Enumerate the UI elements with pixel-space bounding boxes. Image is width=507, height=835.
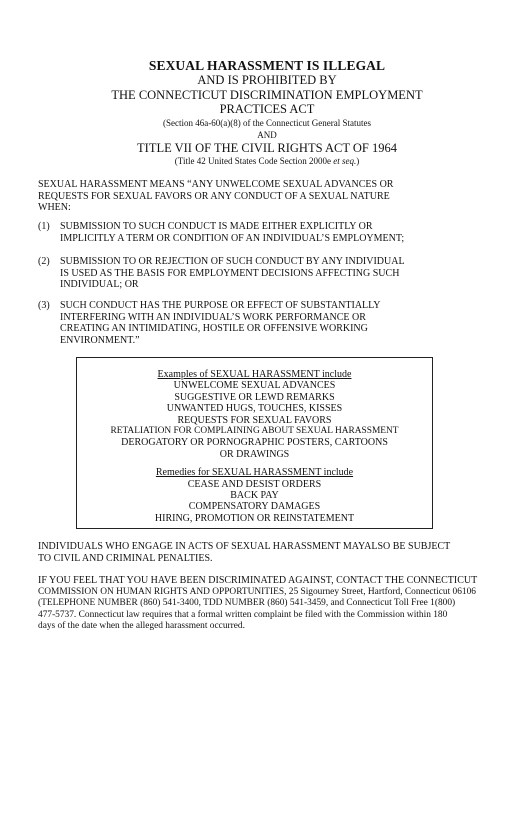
definition-line: SEXUAL HARASSMENT MEANS “ANY UNWELCOME SEXUAL ADVANCES OR (38, 179, 394, 190)
remedy-item: COMPENSATORY DAMAGES (188, 501, 321, 513)
contact-line: (TELEPHONE NUMBER (860) 541-3400, TDD NUMBER (860) 541-3459, and Connecticut Toll Free 1(800) (38, 598, 456, 609)
contact-paragraph (38, 575, 486, 633)
condition-number: (1) (38, 221, 50, 232)
remedies-heading: Remedies for SEXUAL HARASSMENT include (155, 467, 354, 479)
us-code-citation-text: (Title 42 United States Code Section 2000e (174, 156, 334, 166)
condition-line: ENVIRONMENT.” (60, 334, 140, 346)
condition-number: (3) (38, 300, 50, 311)
condition-number: (2) (38, 256, 50, 267)
condition-item-3 (38, 300, 478, 346)
condition-line: IMPLICITLY A TERM OR CONDITION OF AN INDIVIDUAL’S EMPLOYMENT; (60, 232, 405, 244)
condition-line: SUBMISSION TO SUCH CONDUCT IS MADE EITHER EXPLICITLY OR (60, 221, 373, 232)
condition-text (60, 256, 478, 291)
example-item: SUGGESTIVE OR LEWD REMARKS (174, 391, 335, 403)
us-code-citation-close: ) (356, 156, 360, 166)
poster-header (60, 58, 474, 167)
condition-line: SUBMISSION TO OR REJECTION OF SUCH CONDUCT BY ANY INDIVIDUAL (60, 256, 405, 267)
header-line-us-code-citation (60, 155, 474, 167)
poster-title: SEXUAL HARASSMENT IS ILLEGAL (148, 58, 386, 73)
contact-line: IF YOU FEEL THAT YOU HAVE BEEN DISCRIMINATED AGAINST, CONTACT THE CONNECTICUT (38, 575, 478, 586)
example-item: UNWELCOME SEXUAL ADVANCES (173, 380, 336, 392)
condition-text (60, 300, 478, 346)
condition-line: IS USED AS THE BASIS FOR EMPLOYMENT DECISIONS AFFECTING SUCH (60, 267, 400, 279)
definition-paragraph (38, 179, 478, 214)
warning-line: TO CIVIL AND CRIMINAL PENALTIES. (38, 552, 213, 564)
definition-line: REQUESTS FOR SEXUAL FAVORS OR ANY CONDUCT OF A SEXUAL NATURE (38, 190, 390, 202)
condition-item-1 (38, 221, 478, 244)
definition-line: WHEN: (38, 202, 71, 214)
examples-heading: Examples of SEXUAL HARASSMENT include (157, 369, 352, 380)
remedy-item: BACK PAY (230, 490, 279, 502)
remedy-item: HIRING, PROMOTION OR REINSTATEMENT (154, 512, 355, 524)
contact-line: COMMISSION ON HUMAN RIGHTS AND OPPORTUNITIES, 25 Sigourney Street, Hartford, Connecticut 06106 (38, 586, 476, 597)
condition-line: INDIVIDUAL; OR (60, 279, 139, 291)
example-item: DEROGATORY OR PORNOGRAPHIC POSTERS, CARTOONS (121, 437, 388, 449)
example-item: RETALIATION FOR COMPLAINING ABOUT SEXUAL HARASSMENT (110, 426, 399, 437)
examples-remedies-box (76, 357, 433, 529)
header-line-title-vii: TITLE VII OF THE CIVIL RIGHTS ACT OF 1964 (137, 140, 397, 155)
us-code-citation-italic: et seq. (333, 156, 357, 166)
header-line-prohibited-by: AND IS PROHIBITED BY (197, 73, 337, 87)
penalties-warning (38, 541, 478, 564)
condition-line: INTERFERING WITH AN INDIVIDUAL’S WORK PERFORMANCE OR (60, 311, 366, 323)
contact-line: days of the date when the alleged harassment occurred. (38, 621, 245, 632)
example-item: REQUESTS FOR SEXUAL FAVORS (177, 414, 332, 426)
header-line-act-name: THE CONNECTICUT DISCRIMINATION EMPLOYMENT (111, 87, 423, 102)
condition-item-2 (38, 256, 478, 291)
condition-text (60, 221, 478, 244)
condition-line: CREATING AN INTIMIDATING, HOSTILE OR OFFENSIVE WORKING (60, 323, 368, 335)
warning-line: INDIVIDUALS WHO ENGAGE IN ACTS OF SEXUAL HARASSMENT MAYALSO BE SUBJECT (38, 541, 451, 552)
example-item: OR DRAWINGS (219, 448, 290, 460)
example-item: UNWANTED HUGS, TOUCHES, KISSES (166, 403, 343, 415)
header-line-and: AND (257, 129, 277, 140)
contact-line: 477-5737. Connecticut law requires that a formal written complaint be filed with the Commission within 180 (38, 609, 448, 620)
header-line-practices-act: PRACTICES ACT (219, 102, 315, 116)
header-line-statute-citation: (Section 46a-60(a)(8) of the Connecticut General Statutes (163, 117, 371, 128)
condition-line: SUCH CONDUCT HAS THE PURPOSE OR EFFECT OF SUBSTANTIALLY (60, 300, 381, 311)
remedy-item: CEASE AND DESIST ORDERS (187, 478, 322, 490)
